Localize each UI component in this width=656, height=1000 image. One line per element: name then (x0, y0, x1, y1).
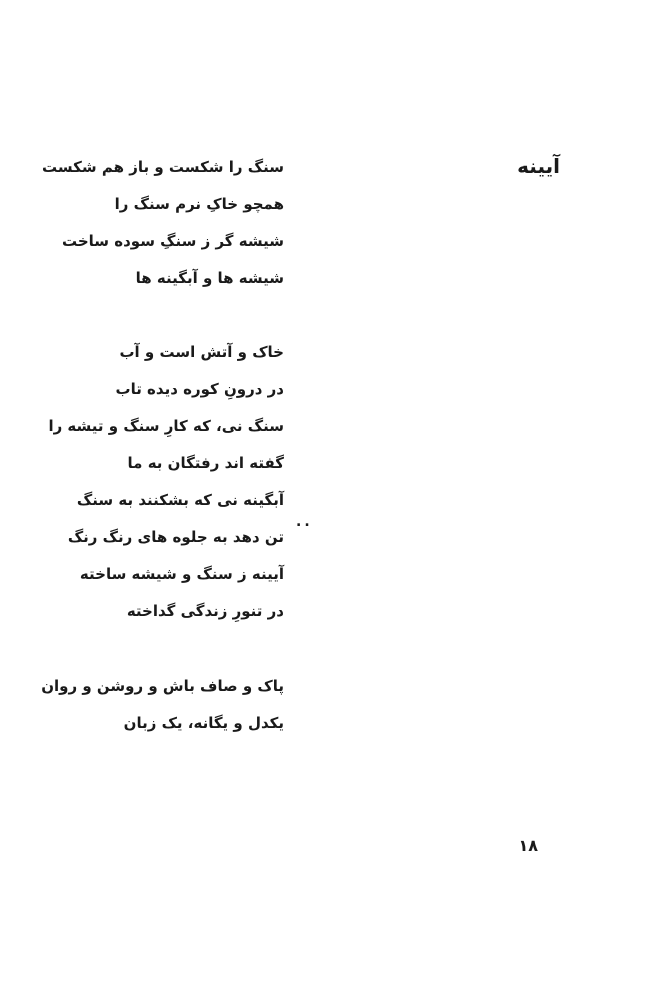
poem-title: آیینه (517, 154, 560, 178)
poem-line: خاک و آتش است و آب (119, 343, 284, 361)
poem-line: شیشه گر ز سنگِ سوده ساخت (61, 232, 284, 250)
poem-line: سنگ نی، که کارِ سنگ و تیشه را (48, 417, 284, 435)
poem-line: سنگ را شکست و باز هم شکست (42, 158, 284, 176)
poem-line: در درونِ کوره دیده تاب (115, 380, 284, 398)
poem-line: یکدل و یگانه، یک زبان (123, 714, 284, 732)
poem-line: آیینه ز سنگ و شیشه ساخته (79, 565, 284, 583)
poem-line: همچو خاکِ نرم سنگ را (114, 195, 284, 213)
poem-line: آبگینه نی که بشکنند به سنگ (76, 491, 284, 509)
poem-line: تن دهد به جلوه های رنگ رنگ (67, 528, 284, 546)
poem-line: پاک و صاف باش و روشن و روان (41, 677, 284, 695)
page-number: ۱۸ (518, 836, 538, 855)
marginal-mark: .. (296, 514, 313, 530)
poem-line: گفته اند رفتگان به ما (127, 454, 284, 472)
poem-line: در تنورِ زندگی گداخته (126, 602, 284, 620)
poem-line: شیشه ها و آبگینه ها (135, 269, 284, 287)
